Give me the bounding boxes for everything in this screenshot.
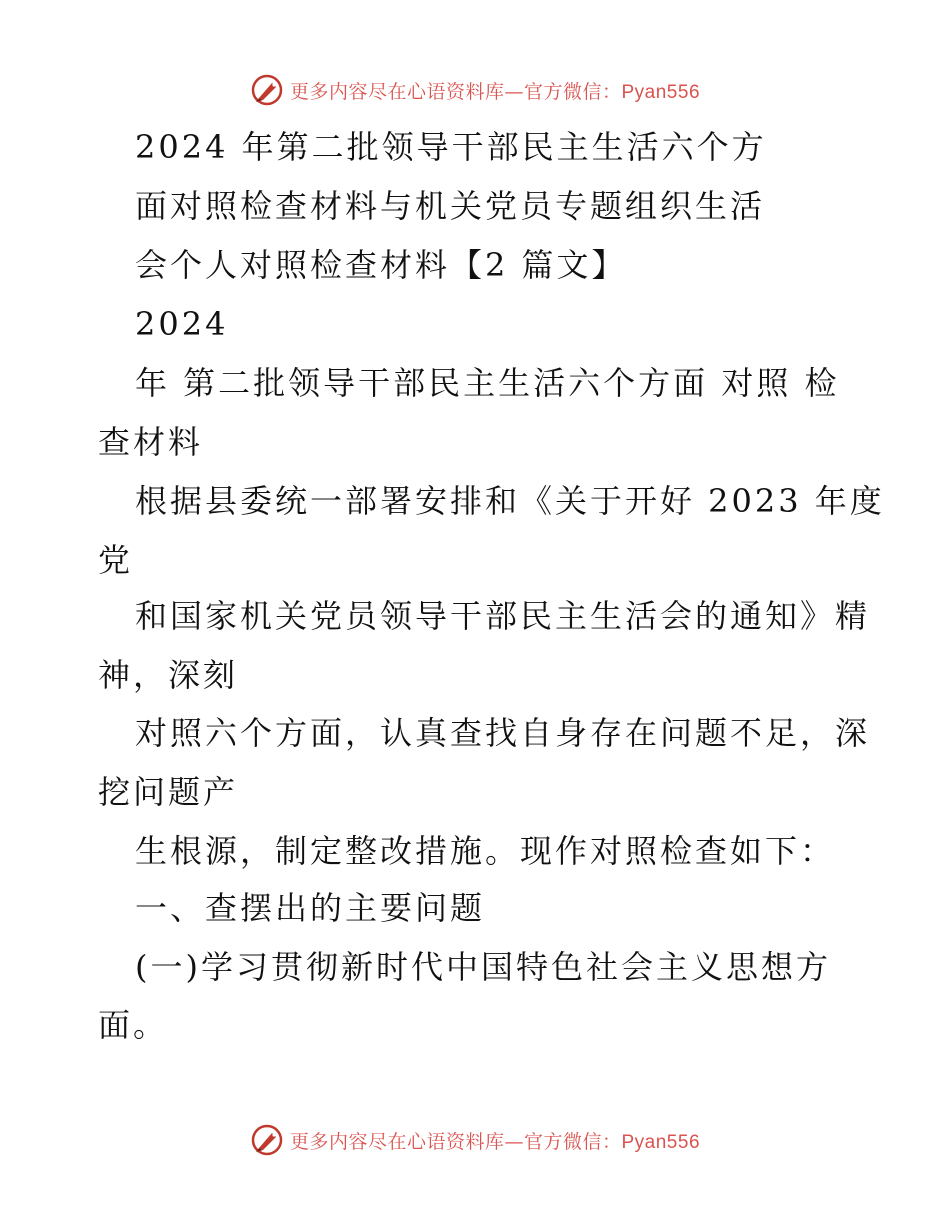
section-heading-1: 一、查摆出的主要问题 bbox=[135, 889, 486, 927]
body-line-13: 面。 bbox=[98, 1006, 169, 1044]
body-line-10: 生根源，制定整改措施。现作对照检查如下： bbox=[135, 832, 836, 870]
body-line-4: 根据县委统一部署安排和《关于开好 2023 年度 bbox=[135, 482, 885, 520]
pen-logo-icon bbox=[250, 1123, 284, 1157]
body-line-6: 和国家机关党员领导干部民主生活会的通知》精 bbox=[135, 597, 871, 635]
header-watermark bbox=[0, 70, 950, 110]
doc-title-line-3: 会个人对照检查材料【2 篇文】 bbox=[135, 246, 627, 284]
body-line-9: 挖问题产 bbox=[98, 773, 239, 811]
body-line-2: 年 第二批领导干部民主生活六个方面 对照 检 bbox=[135, 364, 840, 402]
pen-logo-icon bbox=[250, 73, 284, 107]
subsection-heading-1: (一)学习贯彻新时代中国特色社会主义思想方 bbox=[135, 948, 831, 986]
doc-title-line-1: 2024 年第二批领导干部民主生活六个方 bbox=[135, 128, 767, 166]
body-line-1: 2024 bbox=[135, 305, 229, 343]
body-line-8: 对照六个方面，认真查找自身存在问题不足，深 bbox=[135, 714, 871, 752]
watermark-text: 更多内容尽在心语资料库—官方微信：Pyan556 bbox=[289, 80, 701, 103]
footer-watermark bbox=[0, 1120, 950, 1160]
doc-title-line-2: 面对照检查材料与机关党员专题组织生活 bbox=[135, 187, 766, 225]
body-line-7: 神，深刻 bbox=[98, 656, 239, 694]
body-line-3: 查材料 bbox=[98, 423, 204, 461]
body-line-5: 党 bbox=[98, 541, 134, 579]
watermark-text: 更多内容尽在心语资料库—官方微信：Pyan556 bbox=[289, 1130, 701, 1153]
